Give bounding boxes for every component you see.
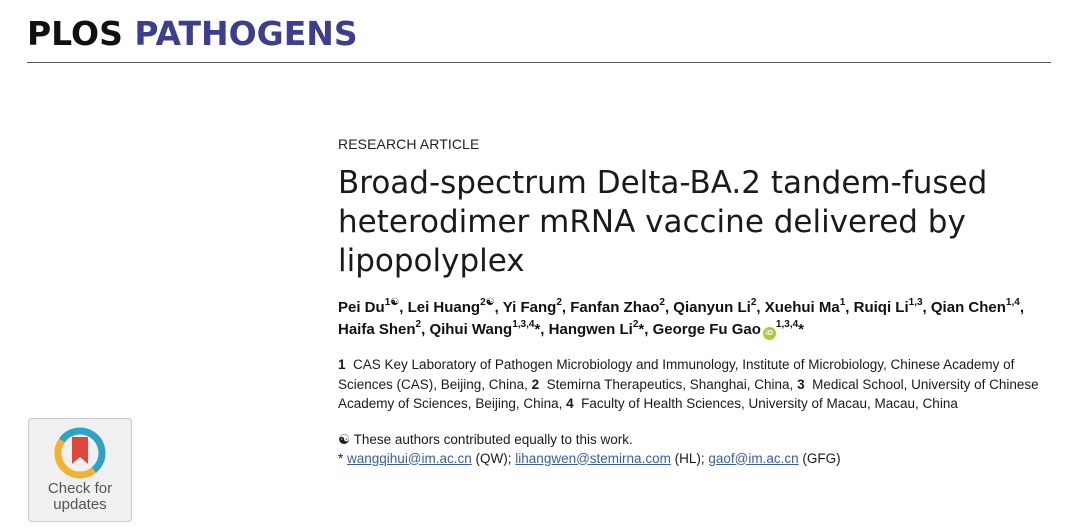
author-name[interactable]: Hangwen Li [548,321,633,338]
author-affiliation-marker: 1,3 [908,297,923,308]
author-name[interactable]: Haifa Shen [338,321,416,338]
author[interactable] [570,299,665,316]
author-affiliation-marker: 1,4 [1005,297,1020,308]
author-name[interactable]: Ruiqi Li [853,299,909,316]
author-affiliation-marker: 1 [384,297,391,308]
article-header [338,136,1050,468]
author[interactable] [765,299,846,316]
affiliation-number: 1 [338,357,346,372]
corresponding-author-marker: * [638,321,645,338]
crossmark-icon [51,424,109,482]
badge-label [29,481,131,513]
author-affiliation-marker: 1,3,4 [512,319,535,330]
affiliation-text: Faculty of Health Sciences, University of Macau, Macau, China [581,396,958,411]
author-initials: (GFG) [802,450,841,466]
author-affiliation-marker: 2 [415,319,422,330]
journal-masthead[interactable] [27,14,358,53]
affiliation-text: CAS Key Laboratory of Pathogen Microbiology and Immunology, Institute of Microbiology, Chinese Academy of Sciences (CAS), Beijing, China, [338,357,1015,392]
email-link[interactable]: gaof@im.ac.cn [708,450,799,466]
author-name[interactable]: Yi Fang [502,299,557,316]
badge-line-1: Check for [47,480,113,497]
orcid-icon[interactable]: iD [763,327,776,340]
author-name[interactable]: Fanfan Zhao [570,299,660,316]
author[interactable] [931,299,1020,316]
affiliation-text: Medical School, University of Chinese Academy of Sciences, Beijing, China, [338,376,1039,411]
author-notes [338,430,1050,468]
author-affiliation-marker: 2 [632,319,639,330]
author[interactable] [338,299,399,316]
author-affiliation-marker: 1 [839,297,846,308]
author-initials: (QW) [475,450,508,466]
author-name[interactable]: George Fu Gao [652,321,761,338]
equal-contribution-icon: ☯ [338,431,351,447]
affiliation-text: Stemirna Therapeutics, Shanghai, China, [546,376,794,392]
author[interactable] [503,299,562,316]
equal-contribution-icon: ☯ [485,297,495,308]
corresponding-author-marker: * [798,321,805,338]
masthead-journal-name: PATHOGENS [134,14,358,53]
author-affiliation-marker: 2 [556,297,562,308]
author[interactable] [854,299,923,316]
author[interactable] [408,299,495,316]
check-for-updates-badge[interactable] [28,418,132,522]
author-affiliation-marker: 1,3,4 [775,319,799,330]
article-title: Broad-spectrum Delta-BA.2 tandem-fused heterodimer mRNA vaccine delivered by lipopolyplex [338,165,988,279]
author-affiliation-marker: 2 [750,297,757,308]
author-name[interactable]: Xuehui Ma [764,299,840,316]
masthead-plos: PLOS [27,14,123,53]
author-initials: (HL) [674,450,701,466]
email-link[interactable]: lihangwen@stemirna.com [515,450,671,466]
author-name[interactable]: Qianyun Li [673,299,751,316]
equal-contribution-text: These authors contributed equally to this work. [353,431,633,447]
author-list: Pei $Du^{1☯}$, Lei Huang$^{2☯}$, Yi Fang$^2$, Fanfan Zhao$^2$, Qianyun Li$^2$, Xuehui Ma$^1$, Ruiqi Li$^{1,3}$, Qian Chen$^{1,4}$, Haifa Shen$^2$, Qihui Wang$^{1,3,4}$*, Hangwen Li$^2$*, George Fu Gao iD$^{1,3,4}$* [338,297,1024,338]
author-affiliation-marker: 2 [480,297,486,308]
header-divider [27,62,1051,63]
badge-line-2: updates [53,496,107,513]
corresponding-marker: * [338,450,348,466]
affiliation-list [338,355,1050,414]
author-name[interactable]: Qian Chen [930,299,1006,316]
corresponding-author-marker: * [534,321,541,338]
affiliation-number: 2 [531,376,540,392]
affiliation-number: 4 [566,396,574,411]
author-affiliation-marker: 2 [659,297,665,308]
author-name[interactable]: Lei Huang [407,299,481,316]
author[interactable] [673,299,756,316]
author[interactable] [653,321,804,338]
affiliation-number: 3 [797,376,805,392]
author-name[interactable]: Pei Du [338,299,385,316]
author[interactable] [338,321,421,338]
email-link[interactable]: wangqihui@im.ac.cn [347,450,472,466]
author-name[interactable]: Qihui Wang [429,321,513,338]
correspondence-line: * wangqihui@im.ac.cn (QW); lihangwen@stemirna.com (HL); gaof@im.ac.cn (GFG) [338,450,841,466]
equal-contribution-note [338,430,1050,449]
author[interactable] [549,321,645,338]
author[interactable] [429,321,540,338]
article-type: RESEARCH ARTICLE [338,136,480,152]
equal-contribution-icon: ☯ [390,297,400,308]
